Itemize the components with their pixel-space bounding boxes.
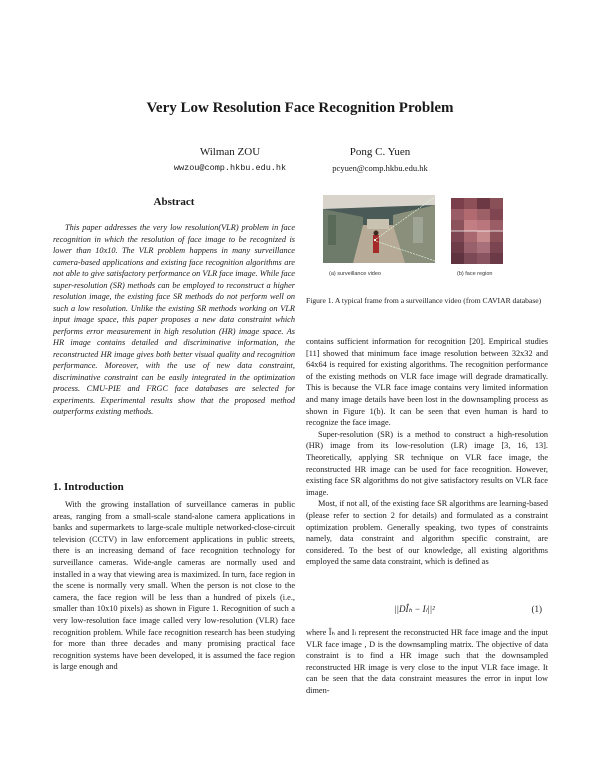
paragraph: Most, if not all, of the existing face SR algorithms are learning-based (please refer to section 2 for details) and formulated as a constraint optimization problem. Generally speaking, two types of constraints namely, data constraint and algorithm specific constraint, are considered. To the best of our knowledge, all existing algorithms employed the same data constraint, which is defined as	[306, 499, 548, 567]
surveillance-frame-image	[323, 195, 435, 263]
abstract-text: This paper addresses the very low resolution(VLR) problem in face recognition in which the resolution of face image to be recognized is lower than 10x10. The VLR problem happens in many surveillance camera-based applications and existing face recognition algorithms are not able to give satisfactory performance on VLR face image. While face super-resolution (SR) methods can be employed to reconstruct a higher resolution image, the existing face SR methods do not perform well on such a low resolution. Unlike the existing SR methods working on VLR input image space, this paper proposes a new data constraint which performs error measurement in high resolution (HR) image space. As HR image contains detailed and discriminative information, the reconstructed HR image gives both better visual quality and recognition performance. Moreover, with the use of new data constraint, discriminative constraint can be easily integrated in the optimization process. CMU-PIE and FRGC face databases are selected for experiments. Experimental results show that the proposed method outperforms existing methods.	[53, 223, 295, 416]
section-heading: 1. Introduction	[53, 481, 124, 493]
author-1	[150, 146, 310, 173]
right-column-text-2	[306, 627, 548, 697]
sub-caption-b: (b) face region	[457, 271, 493, 277]
abstract-heading: Abstract	[153, 196, 195, 208]
equation-number: (1)	[531, 604, 542, 614]
author-name: Pong C. Yuen	[349, 146, 411, 158]
paragraph: contains sufficient information for recognition [20]. Empirical studies [11] showed that minimum face image resolution between 32x32 and 64x64 is required for existing algorithms. The recognition performance of the existing methods on VLR face image will degrade dramatically. This is because the VLR face image contains very limited information and many image details have been lost in the downsampling process as shown in Figure 1(b). It can be seen that even human is hard to recognize the face image.	[306, 337, 548, 428]
paragraph: where Îₕ and Iₗ represent the reconstructed HR face image and the input VLR face image , D is the downsampling matrix. The objective of data constraint is to find a HR image such that the downsampled reconstructed HR image is very close to the input VLR face image. It can be seen that the data constraint measures the error in input low dimen-	[306, 628, 548, 695]
author-2	[300, 146, 460, 173]
author-name: Wilman ZOU	[199, 146, 261, 158]
intro-paragraph: With the growing installation of surveillance cameras in public areas, ranging from a small-scale stand-alone camera applications in banks and supermarkets to large-scale multiple networked-close-circuit television (CCTV) in law enforcement applications in public streets, there is an increasing demand of face recognition technology for surveillance cameras. Wide-angle cameras are normally used and installed in a way that viewing area is maximized. In turn, face region in the scene is normally very small. When the person is not close to the camera, the face region will be less than a hundred of pixels (i.e., smaller than 10x10 pixels) as shown in Figure 1. Recognition of such a very low-resolution face image called very low-resolution (VLR) face recognition problem. While face recognition research has been studying for more than three decades and many promising practical face recognition systems have been developed, it is assumed the face region is large enough and	[53, 500, 295, 672]
right-column-text	[306, 336, 548, 568]
paragraph: Super-resolution (SR) is a method to construct a high-resolution (HR) image from its low-resolution (LR) image [3, 16, 13]. Theoretically, applying SR technique on VLR face image, the reconstructed HR image can be used for face recognition. However, existing face SR algorithms do not give satisfactory results on VLR face image.	[306, 429, 548, 497]
figure-1	[312, 195, 548, 279]
equation-expression: ||DÎₕ − Iₗ||²	[394, 604, 435, 614]
paper-title: Very Low Resolution Face Recognition Problem	[146, 100, 454, 116]
equation-1	[306, 604, 548, 618]
sub-caption-a: (a) surveillance video	[329, 271, 381, 277]
author-email: wwzou@comp.hkbu.edu.hk	[173, 163, 287, 173]
author-email: pcyuen@comp.hkbu.edu.hk	[332, 163, 428, 173]
face-region-image	[451, 198, 503, 264]
figure-caption: Figure 1. A typical frame from a surveillance video (from CAVIAR database)	[306, 296, 542, 305]
